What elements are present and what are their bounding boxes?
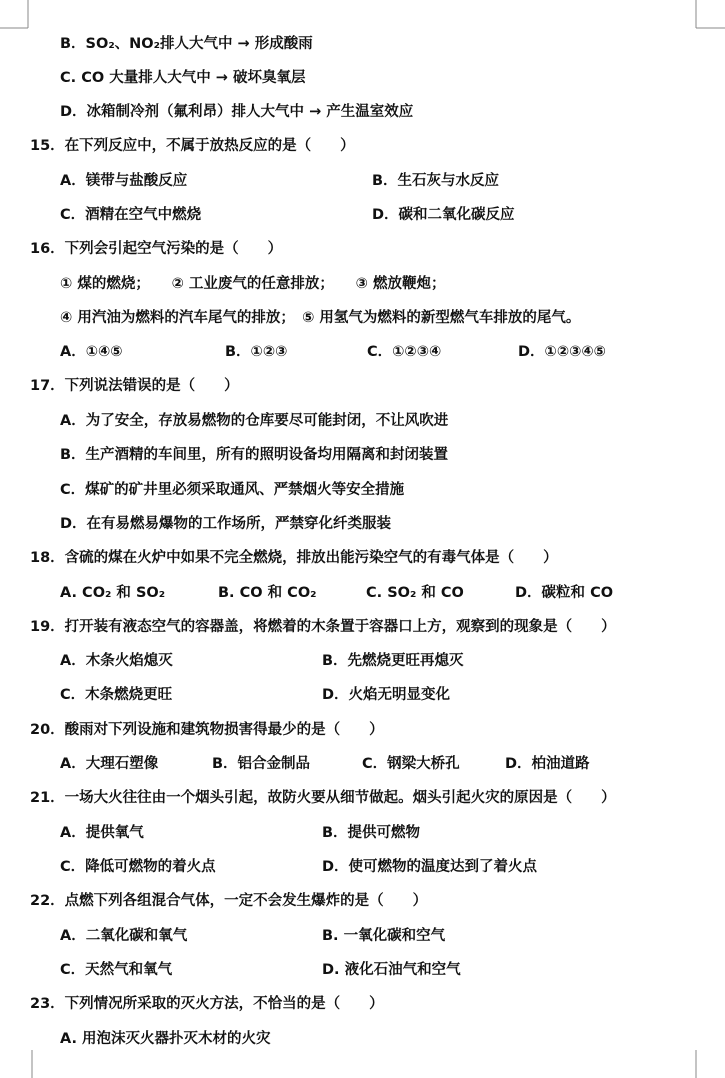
crop-mark-top-right (690, 0, 725, 30)
question-16-stem: 16．下列会引起空气污染的是（ ） (30, 241, 283, 257)
crop-mark-top-left (0, 0, 30, 30)
question-17-stem: 17．下列说法错误的是（ ） (30, 378, 239, 394)
option-c-prev: C. CO 大量排人大气中 → 破坏臭氧层 (60, 70, 306, 86)
q18-option-c: C. SO₂ 和 CO (366, 585, 464, 601)
q15-option-c: C．酒精在空气中燃烧 (60, 207, 202, 223)
q21-option-c: C．降低可燃物的着火点 (60, 859, 216, 875)
question-23-stem: 23．下列情况所采取的灭火方法，不恰当的是（ ） (30, 996, 384, 1012)
q19-option-a: A．木条火焰熄灭 (60, 653, 173, 669)
question-19-stem: 19．打开装有液态空气的容器盖，将燃着的木条置于容器口上方，观察到的现象是（ ） (30, 619, 616, 635)
q19-option-c: C．木条燃烧更旺 (60, 687, 173, 703)
question-20-stem: 20．酸雨对下列设施和建筑物损害得最少的是（ ） (30, 722, 384, 738)
q20-option-b: B．铝合金制品 (212, 756, 311, 772)
q22-option-c: C．天然气和氧气 (60, 962, 173, 978)
question-15-stem: 15．在下列反应中，不属于放热反应的是（ ） (30, 138, 355, 154)
q16-items-line-2: ④ 用汽油为燃料的汽车尾气的排放； ⑤ 用氢气为燃料的新型燃气车排放的尾气。 (60, 310, 581, 326)
q17-option-d: D．在有易燃易爆物的工作场所，严禁穿化纤类服装 (60, 516, 392, 532)
q18-option-a: A. CO₂ 和 SO₂ (60, 585, 166, 601)
q17-option-c: C．煤矿的矿井里必须采取通风、严禁烟火等安全措施 (60, 482, 405, 498)
q19-option-d: D．火焰无明显变化 (322, 687, 451, 703)
q20-option-a: A．大理石塑像 (60, 756, 159, 772)
q20-option-c: C．钢梁大桥孔 (362, 756, 460, 772)
q17-option-a: A．为了安全，存放易燃物的仓库要尽可能封闭，不让风吹进 (60, 413, 449, 429)
q16-option-d: D．①②③④⑤ (518, 344, 606, 360)
question-18-stem: 18．含硫的煤在火炉中如果不完全燃烧，排放出能污染空气的有毒气体是（ ） (30, 550, 558, 566)
q18-option-d: D．碳粒和 CO (515, 585, 614, 601)
q15-option-d: D．碳和二氧化碳反应 (372, 207, 515, 223)
option-d-prev: D．冰箱制冷剂（氟利昂）排人大气中 → 产生温室效应 (60, 104, 414, 120)
q16-option-c: C．①②③④ (367, 344, 442, 360)
q18-option-b: B. CO 和 CO₂ (218, 585, 317, 601)
q16-option-a: A．①④⑤ (60, 344, 123, 360)
q15-option-b: B．生石灰与水反应 (372, 173, 500, 189)
q20-option-d: D．柏油道路 (505, 756, 590, 772)
q21-option-d: D．使可燃物的温度达到了着火点 (322, 859, 538, 875)
q23-option-a: A. 用泡沫灭火器扑灭木材的火灾 (60, 1031, 271, 1047)
crop-mark-bottom-right (690, 1050, 725, 1078)
q16-items-line-1: ① 煤的燃烧； ② 工业废气的任意排放； ③ 燃放鞭炮； (60, 276, 446, 292)
question-21-stem: 21．一场大火往往由一个烟头引起，故防火要从细节做起。烟头引起火灾的原因是（ ） (30, 790, 616, 806)
q22-option-a: A．二氧化碳和氧气 (60, 928, 188, 944)
q22-option-b: B. 一氧化碳和空气 (322, 928, 446, 944)
q22-option-d: D. 液化石油气和空气 (322, 962, 461, 978)
q21-option-a: A．提供氧气 (60, 825, 144, 841)
q19-option-b: B．先燃烧更旺再熄灭 (322, 653, 464, 669)
q15-option-a: A．镁带与盐酸反应 (60, 173, 188, 189)
q21-option-b: B．提供可燃物 (322, 825, 421, 841)
q16-option-b: B．①②③ (225, 344, 288, 360)
crop-mark-bottom-left (0, 1050, 35, 1078)
q17-option-b: B．生产酒精的车间里，所有的照明设备均用隔离和封闭装置 (60, 447, 449, 463)
option-b-prev: B．SO₂、NO₂排人大气中 → 形成酸雨 (60, 36, 313, 52)
question-22-stem: 22．点燃下列各组混合气体，一定不会发生爆炸的是（ ） (30, 893, 428, 909)
